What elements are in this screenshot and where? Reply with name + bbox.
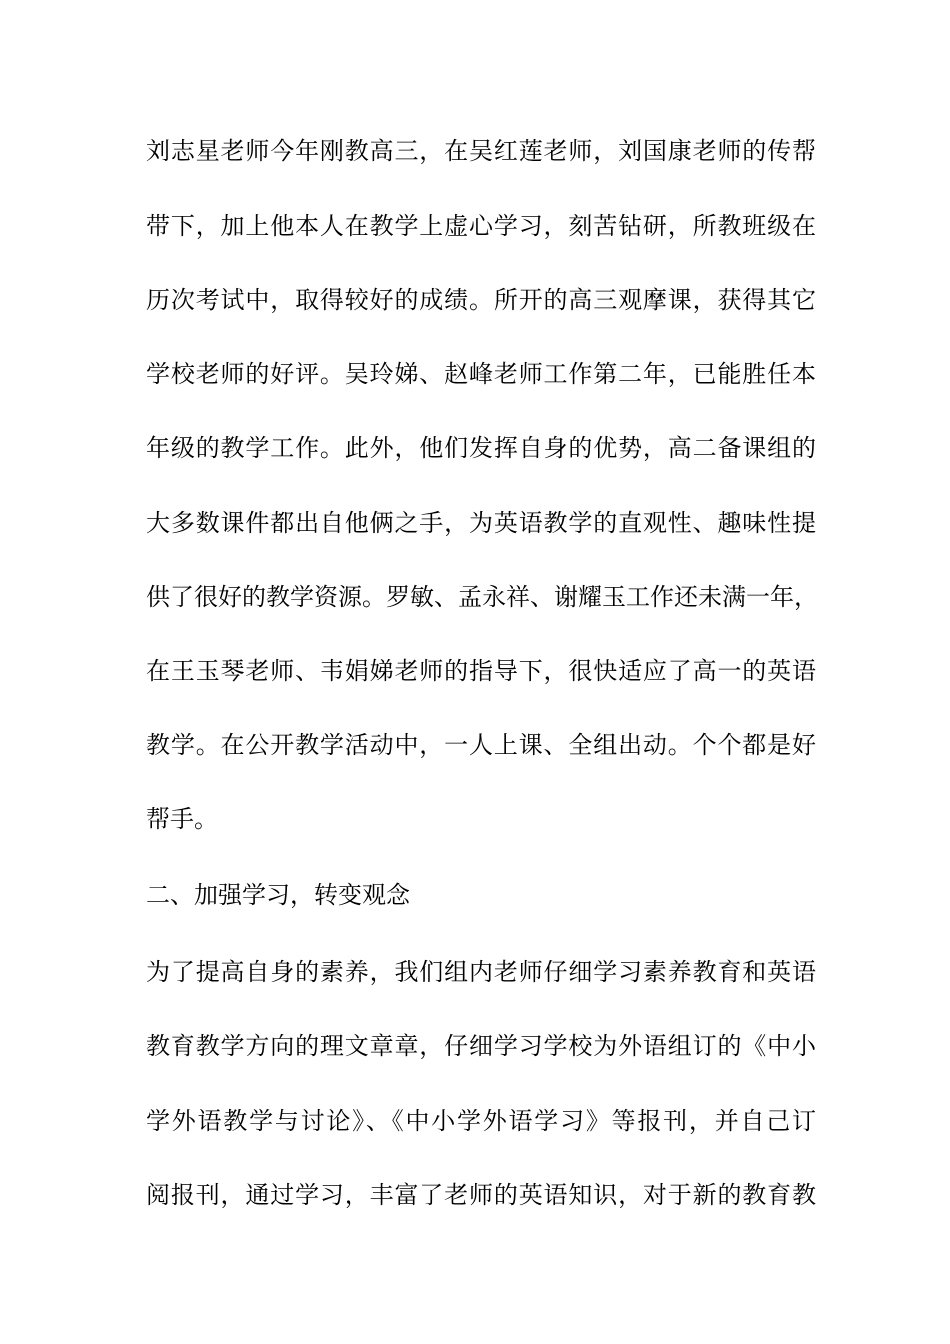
paragraph-line-1: 刘志星老师今年刚教高三，在吴红莲老师，刘国康老师的传帮 [146, 137, 816, 165]
paragraph-line-9: 教学。在公开教学活动中，一人上课、全组出动。个个都是好 [146, 731, 816, 759]
paragraph2-line-1: 为了提高自身的素养，我们组内老师仔细学习素养教育和英语 [146, 958, 816, 986]
paragraph-line-4: 学校老师的好评。吴玲娣、赵峰老师工作第二年，已能胜任本 [146, 360, 816, 388]
paragraph-line-5: 年级的教学工作。此外，他们发挥自身的优势，高二备课组的 [146, 434, 816, 462]
paragraph-line-6: 大多数课件都出自他俩之手，为英语教学的直观性、趣味性提 [146, 509, 816, 537]
paragraph2-line-4: 阅报刊，通过学习，丰富了老师的英语知识，对于新的教育教 [146, 1181, 816, 1209]
paragraph-line-10: 帮手。 [146, 805, 218, 833]
paragraph-line-7: 供了很好的教学资源。罗敏、孟永祥、谢耀玉工作还未满一年， [146, 583, 818, 611]
paragraph-line-8: 在王玉琴老师、韦娟娣老师的指导下，很快适应了高一的英语 [146, 657, 816, 685]
paragraph2-line-3: 学外语教学与讨论》、《中小学外语学习》等报刊，并自己订 [146, 1107, 816, 1135]
section-heading: 二、加强学习，转变观念 [146, 881, 410, 909]
paragraph-line-3: 历次考试中，取得较好的成绩。所开的高三观摩课，获得其它 [146, 286, 816, 314]
paragraph-line-2: 带下，加上他本人在教学上虚心学习，刻苦钻研，所教班级在 [146, 212, 816, 240]
paragraph2-line-2: 教育教学方向的理文章章，仔细学习学校为外语组订的《中小 [146, 1032, 816, 1060]
